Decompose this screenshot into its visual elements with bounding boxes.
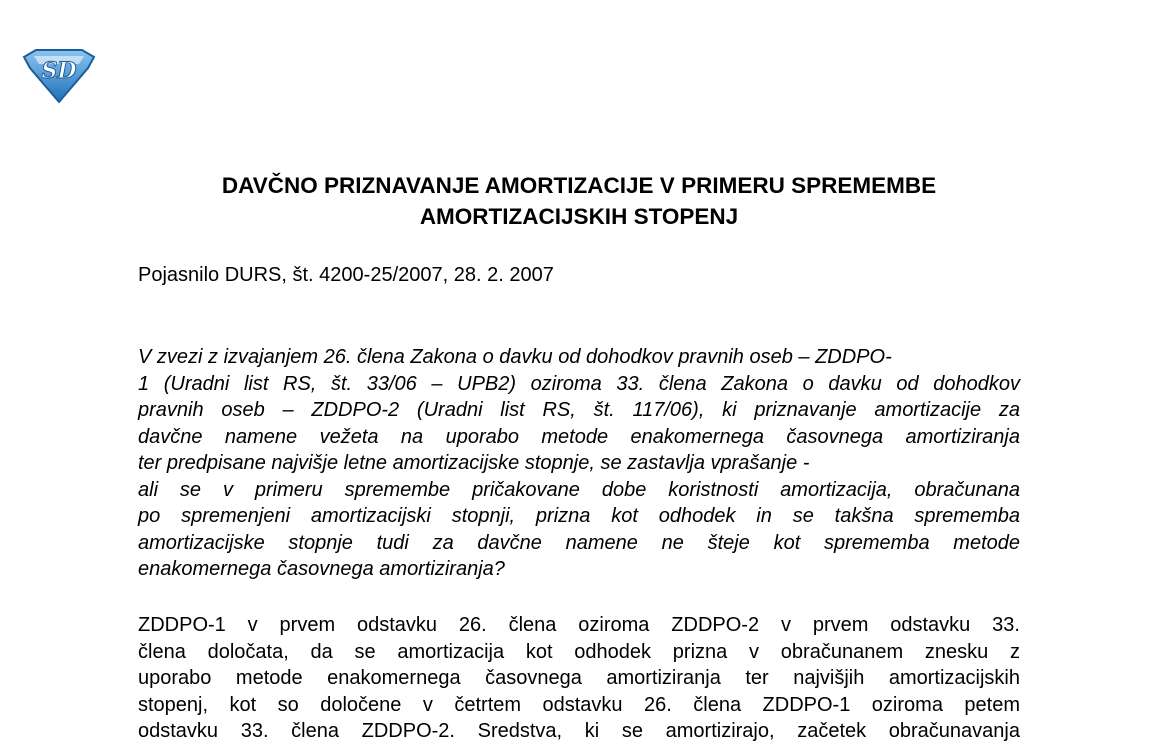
paragraph-line: amortizacijske stopnje tudi za davčne namene ne šteje kot sprememba metode (138, 531, 1020, 554)
paragraph-line: davčne namene vežeta na uporabo metode enakomernega časovnega amortiziranja (138, 425, 1020, 448)
company-logo (22, 48, 96, 104)
paragraph-line: ZDDPO-1 v prvem odstavku 26. člena oziroma ZDDPO-2 v prvem odstavku 33. (138, 614, 1020, 636)
document-title (120, 170, 1038, 232)
paragraph-line: uporabo metode enakomernega časovnega amortiziranja ter najvišjih amortizacijskih (138, 667, 1020, 689)
paragraph-line: odstavku 33. člena ZDDPO-2. Sredstva, ki se amortizirajo, začetek obračunavanja (138, 720, 1020, 742)
paragraph-line: ter predpisane najvišje letne amortizacijske stopnje, se zastavlja vprašanje - (138, 452, 810, 474)
title-line-1: DAVČNO PRIZNAVANJE AMORTIZACIJE V PRIMERU SPREMEMBE (221, 173, 937, 198)
paragraph-line: V zvezi z izvajanjem 26. člena Zakona o davku od dohodkov pravnih oseb – ZDDPO- (138, 346, 892, 368)
svg-text:SD: SD (41, 58, 77, 84)
paragraph-line: pravnih oseb – ZDDPO-2 (Uradni list RS, št. 117/06), ki priznavanje amortizacije za (138, 399, 1020, 421)
paragraph-line: člena določata, da se amortizacija kot odhodek prizna v obračunanem znesku z (138, 640, 1020, 663)
answer-paragraph (138, 612, 1020, 745)
sd-shield-logo-icon (22, 48, 96, 104)
title-line-2: AMORTIZACIJSKIH STOPENJ (419, 204, 739, 229)
document-subtitle: Pojasnilo DURS, št. 4200-25/2007, 28. 2. 2007 (138, 264, 554, 286)
question-paragraph (138, 344, 1020, 583)
paragraph-line: enakomernega časovnega amortiziranja? (138, 558, 505, 580)
paragraph-line: po spremenjeni amortizacijski stopnji, prizna kot odhodek in se takšna sprememba (138, 505, 1020, 527)
paragraph-line: 1 (Uradni list RS, št. 33/06 – UPB2) oziroma 33. člena Zakona o davku od dohodkov (138, 372, 1020, 395)
paragraph-line: stopenj, kot so določene v četrtem odstavku 26. člena ZDDPO-1 oziroma petem (138, 693, 1020, 716)
paragraph-line: ali se v primeru spremembe pričakovane dobe koristnosti amortizacija, obračunana (138, 478, 1020, 501)
